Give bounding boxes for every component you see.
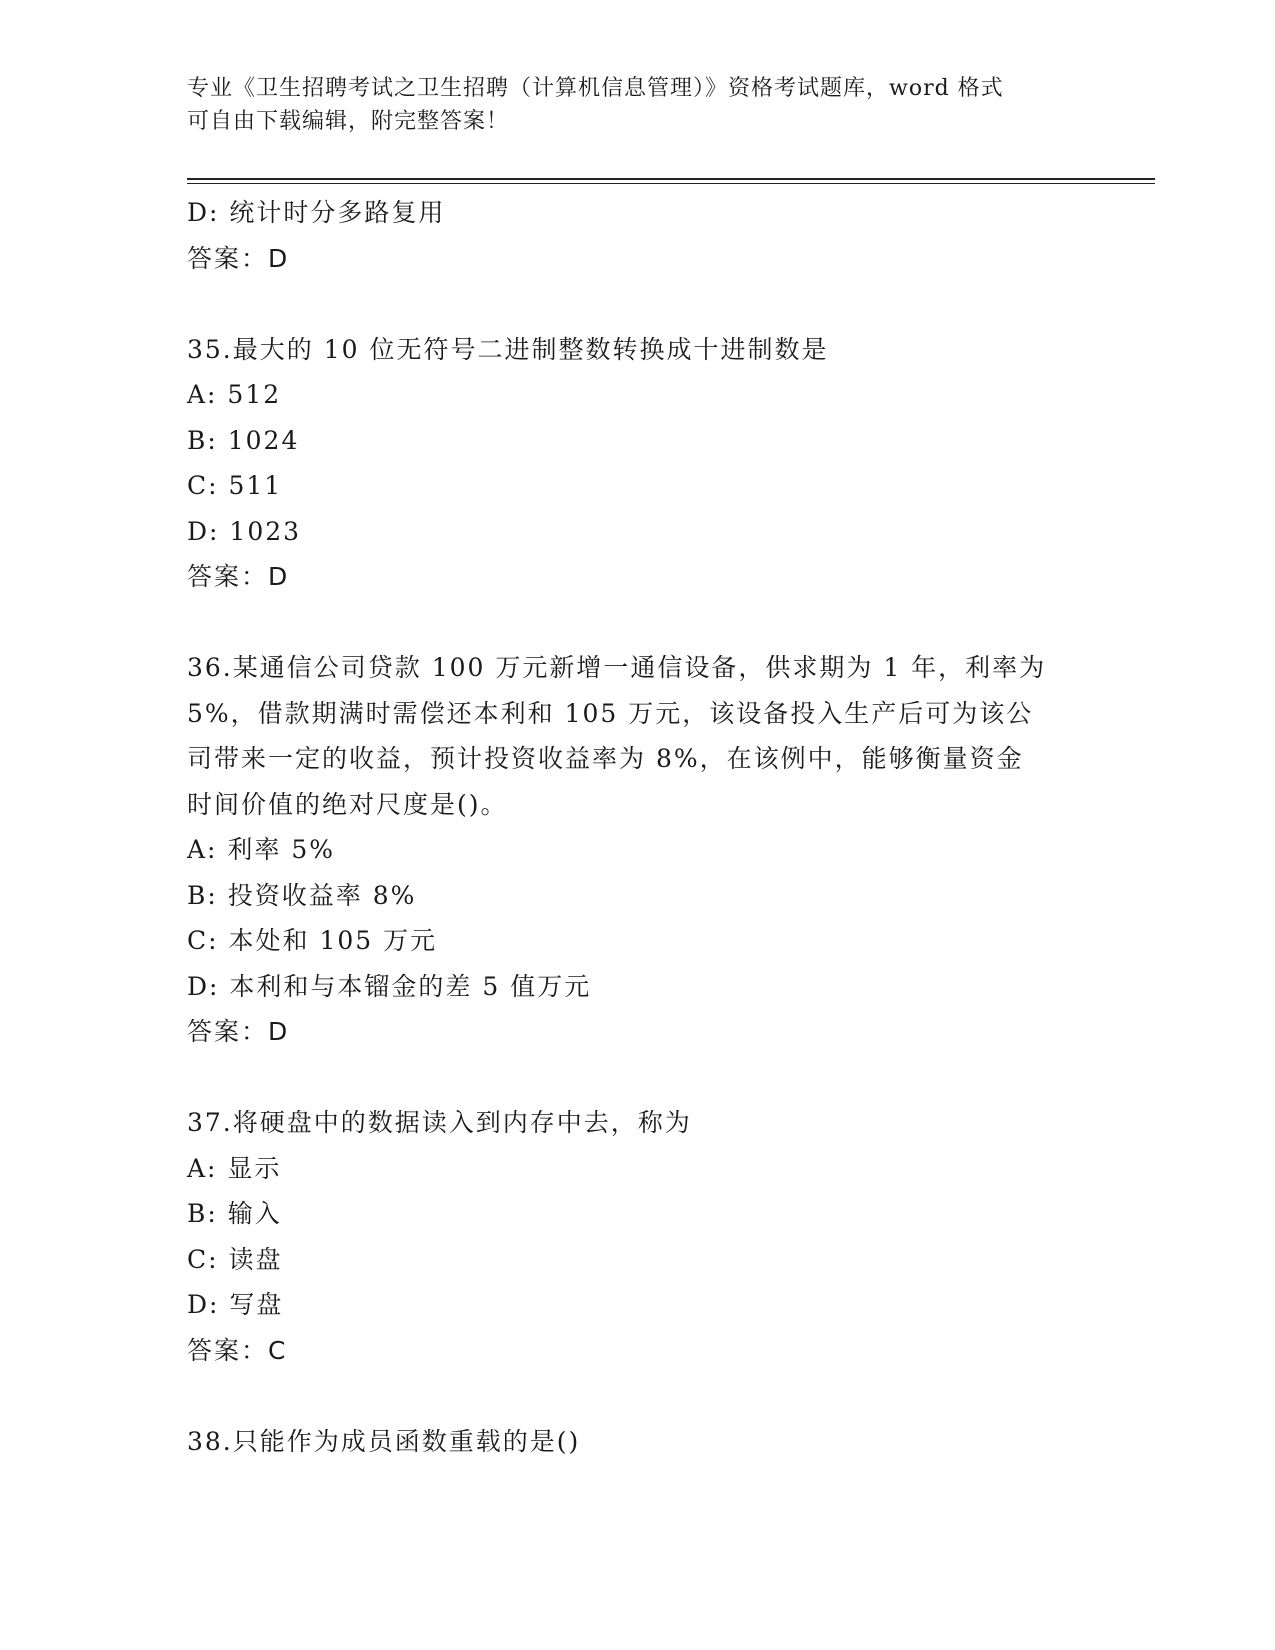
option-d: D: 1023 bbox=[187, 516, 302, 546]
header-divider-thick bbox=[187, 178, 1155, 180]
question-stem-line-1: 36.某通信公司贷款 100 万元新增一通信设备，供求期为 1 年，利率为 bbox=[187, 653, 1047, 682]
answer-label: 答案：C bbox=[187, 1335, 288, 1365]
document-header bbox=[187, 72, 1067, 138]
option-a: A: 显示 bbox=[187, 1153, 282, 1183]
question-35 bbox=[187, 327, 1087, 600]
question-36 bbox=[187, 645, 1087, 1055]
question-stem: 38.只能作为成员函数重载的是() bbox=[187, 1426, 581, 1456]
question-38 bbox=[187, 1419, 1087, 1465]
question-stem-line-2: 5%，借款期满时需偿还本利和 105 万元，该设备投入生产后可为该公 bbox=[187, 698, 1034, 728]
question-list bbox=[187, 190, 1087, 1464]
option-b: B: 1024 bbox=[187, 425, 300, 455]
option-c: C: 读盘 bbox=[187, 1244, 283, 1274]
option-c: C: 本处和 105 万元 bbox=[187, 926, 438, 955]
header-line-2: 可自由下载编辑，附完整答案！ bbox=[187, 109, 510, 134]
answer-label: 答案：D bbox=[187, 562, 290, 591]
header-divider-thin bbox=[187, 183, 1155, 184]
question-37 bbox=[187, 1100, 1087, 1373]
option-d: D: 写盘 bbox=[187, 1290, 284, 1319]
option-d: D: 统计时分多路复用 bbox=[187, 198, 446, 227]
option-d: D: 本利和与本镏金的差 5 值万元 bbox=[187, 971, 592, 1001]
answer-label: 答案：D bbox=[187, 1017, 290, 1046]
question-stem-line-3: 司带来一定的收益，预计投资收益率为 8%，在该例中，能够衡量资金 bbox=[187, 744, 1024, 773]
option-a: A: 512 bbox=[187, 380, 282, 409]
option-b: B: 输入 bbox=[187, 1199, 282, 1228]
header-line-1: 专业《卫生招聘考试之卫生招聘（计算机信息管理）》资格考试题库，word 格式 bbox=[187, 76, 1004, 101]
question-stem-line-4: 时间价值的绝对尺度是()。 bbox=[187, 789, 508, 819]
answer-label: 答案：D bbox=[187, 243, 290, 273]
option-b: B: 投资收益率 8% bbox=[187, 880, 417, 910]
question-stem: 37.将硬盘中的数据读入到内存中去，称为 bbox=[187, 1108, 692, 1137]
question-34-tail bbox=[187, 190, 1087, 281]
option-a: A: 利率 5% bbox=[187, 835, 336, 864]
question-stem: 35.最大的 10 位无符号二进制整数转换成十进制数是 bbox=[187, 334, 829, 364]
option-c: C: 511 bbox=[187, 471, 283, 500]
